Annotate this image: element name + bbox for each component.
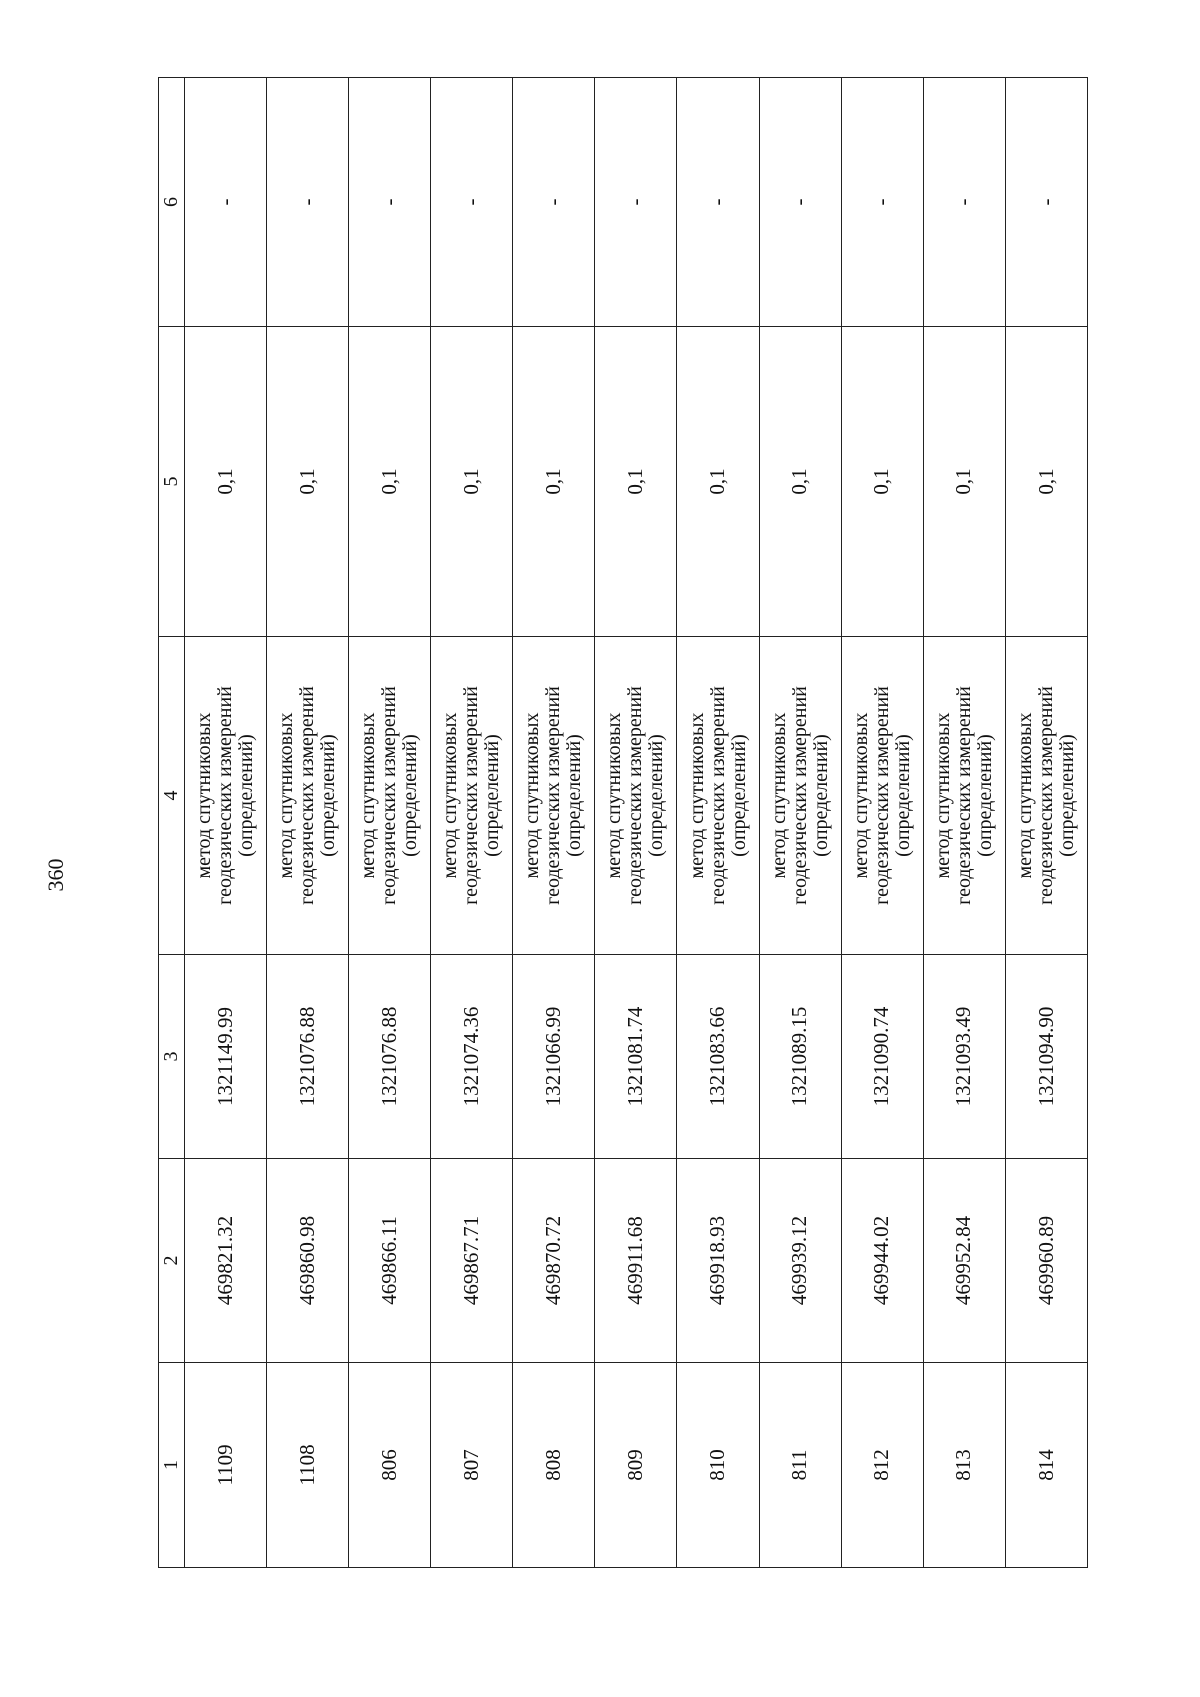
cell-accuracy: 0,1: [349, 327, 431, 637]
cell-x: 469911.68: [595, 1159, 677, 1363]
cell-point: 806: [349, 1363, 431, 1568]
method-line: (определений): [399, 734, 422, 857]
cell-note: -: [841, 78, 923, 327]
method-line: метод спутниковых: [685, 712, 708, 879]
header-col-4: 4: [159, 637, 185, 955]
header-col-3: 3: [159, 955, 185, 1159]
method-line: (определений): [317, 734, 340, 857]
method-line: (определений): [809, 734, 832, 857]
table-row: [1005, 78, 1087, 1568]
cell-method: [1005, 637, 1087, 955]
cell-accuracy: 0,1: [677, 327, 759, 637]
method-line: геодезических измерений: [296, 686, 319, 905]
rotated-table-wrapper: [158, 78, 1088, 1568]
cell-accuracy: 0,1: [923, 327, 1005, 637]
cell-method: [759, 637, 841, 955]
cell-point: 810: [677, 1363, 759, 1568]
method-line: метод спутниковых: [439, 712, 462, 879]
cell-point: 812: [841, 1363, 923, 1568]
cell-point: 811: [759, 1363, 841, 1568]
cell-x: 469939.12: [759, 1159, 841, 1363]
method-line: геодезических измерений: [952, 686, 975, 905]
header-col-1: 1: [159, 1363, 185, 1568]
cell-note: -: [267, 78, 349, 327]
cell-accuracy: 0,1: [185, 327, 267, 637]
method-line: геодезических измерений: [214, 686, 237, 905]
method-line: (определений): [235, 734, 258, 857]
cell-x: 469952.84: [923, 1159, 1005, 1363]
cell-x: 469960.89: [1005, 1159, 1087, 1363]
method-line: метод спутниковых: [1013, 712, 1036, 879]
cell-accuracy: 0,1: [595, 327, 677, 637]
cell-method: [431, 637, 513, 955]
method-line: (определений): [1055, 734, 1078, 857]
cell-method: [185, 637, 267, 955]
table-row: [595, 78, 677, 1568]
method-line: (определений): [481, 734, 504, 857]
method-line: метод спутниковых: [931, 712, 954, 879]
cell-x: 469821.32: [185, 1159, 267, 1363]
header-row: [159, 78, 185, 1568]
method-line: (определений): [891, 734, 914, 857]
cell-point: 813: [923, 1363, 1005, 1568]
method-line: (определений): [563, 734, 586, 857]
cell-note: -: [677, 78, 759, 327]
cell-y: 1321081.74: [595, 955, 677, 1159]
cell-y: 1321066.99: [513, 955, 595, 1159]
cell-note: -: [759, 78, 841, 327]
table-row: [759, 78, 841, 1568]
cell-accuracy: 0,1: [841, 327, 923, 637]
table-row: [267, 78, 349, 1568]
cell-y: 1321089.15: [759, 955, 841, 1159]
cell-accuracy: 0,1: [759, 327, 841, 637]
cell-note: -: [185, 78, 267, 327]
cell-point: 807: [431, 1363, 513, 1568]
cell-x: 469867.71: [431, 1159, 513, 1363]
header-col-6: 6: [159, 78, 185, 327]
page-number: 360: [43, 858, 68, 892]
cell-x: 469860.98: [267, 1159, 349, 1363]
table-row: [923, 78, 1005, 1568]
method-line: метод спутниковых: [849, 712, 872, 879]
cell-y: 1321083.66: [677, 955, 759, 1159]
cell-y: 1321074.36: [431, 955, 513, 1159]
method-line: геодезических измерений: [706, 686, 729, 905]
method-line: геодезических измерений: [460, 686, 483, 905]
method-line: геодезических измерений: [788, 686, 811, 905]
table-row: [677, 78, 759, 1568]
cell-note: -: [431, 78, 513, 327]
method-line: метод спутниковых: [193, 712, 216, 879]
cell-method: [841, 637, 923, 955]
method-line: (определений): [727, 734, 750, 857]
table-row: [513, 78, 595, 1568]
cell-note: -: [513, 78, 595, 327]
cell-point: 1108: [267, 1363, 349, 1568]
cell-accuracy: 0,1: [431, 327, 513, 637]
method-line: метод спутниковых: [521, 712, 544, 879]
header-col-5: 5: [159, 327, 185, 637]
method-line: (определений): [645, 734, 668, 857]
cell-x: 469918.93: [677, 1159, 759, 1363]
table-row: [349, 78, 431, 1568]
cell-method: [349, 637, 431, 955]
method-line: метод спутниковых: [603, 712, 626, 879]
method-line: геодезических измерений: [378, 686, 401, 905]
cell-point: 809: [595, 1363, 677, 1568]
method-line: геодезических измерений: [542, 686, 565, 905]
cell-point: 1109: [185, 1363, 267, 1568]
method-line: геодезических измерений: [1034, 686, 1057, 905]
table-row: [431, 78, 513, 1568]
coordinates-table: [158, 77, 1088, 1568]
method-line: геодезических измерений: [624, 686, 647, 905]
cell-note: -: [595, 78, 677, 327]
method-line: метод спутниковых: [357, 712, 380, 879]
cell-note: -: [1005, 78, 1087, 327]
cell-y: 1321076.88: [349, 955, 431, 1159]
method-line: (определений): [973, 734, 996, 857]
method-line: метод спутниковых: [767, 712, 790, 879]
cell-x: 469944.02: [841, 1159, 923, 1363]
header-col-2: 2: [159, 1159, 185, 1363]
cell-method: [595, 637, 677, 955]
cell-y: 1321149.99: [185, 955, 267, 1159]
cell-accuracy: 0,1: [1005, 327, 1087, 637]
table-row: [841, 78, 923, 1568]
cell-method: [677, 637, 759, 955]
cell-point: 814: [1005, 1363, 1087, 1568]
table-row: [185, 78, 267, 1568]
method-line: геодезических измерений: [870, 686, 893, 905]
cell-note: -: [349, 78, 431, 327]
cell-x: 469870.72: [513, 1159, 595, 1363]
cell-method: [267, 637, 349, 955]
cell-accuracy: 0,1: [513, 327, 595, 637]
cell-point: 808: [513, 1363, 595, 1568]
method-line: метод спутниковых: [275, 712, 298, 879]
cell-y: 1321076.88: [267, 955, 349, 1159]
cell-y: 1321093.49: [923, 955, 1005, 1159]
cell-method: [513, 637, 595, 955]
cell-y: 1321090.74: [841, 955, 923, 1159]
cell-method: [923, 637, 1005, 955]
cell-y: 1321094.90: [1005, 955, 1087, 1159]
cell-x: 469866.11: [349, 1159, 431, 1363]
cell-note: -: [923, 78, 1005, 327]
cell-accuracy: 0,1: [267, 327, 349, 637]
